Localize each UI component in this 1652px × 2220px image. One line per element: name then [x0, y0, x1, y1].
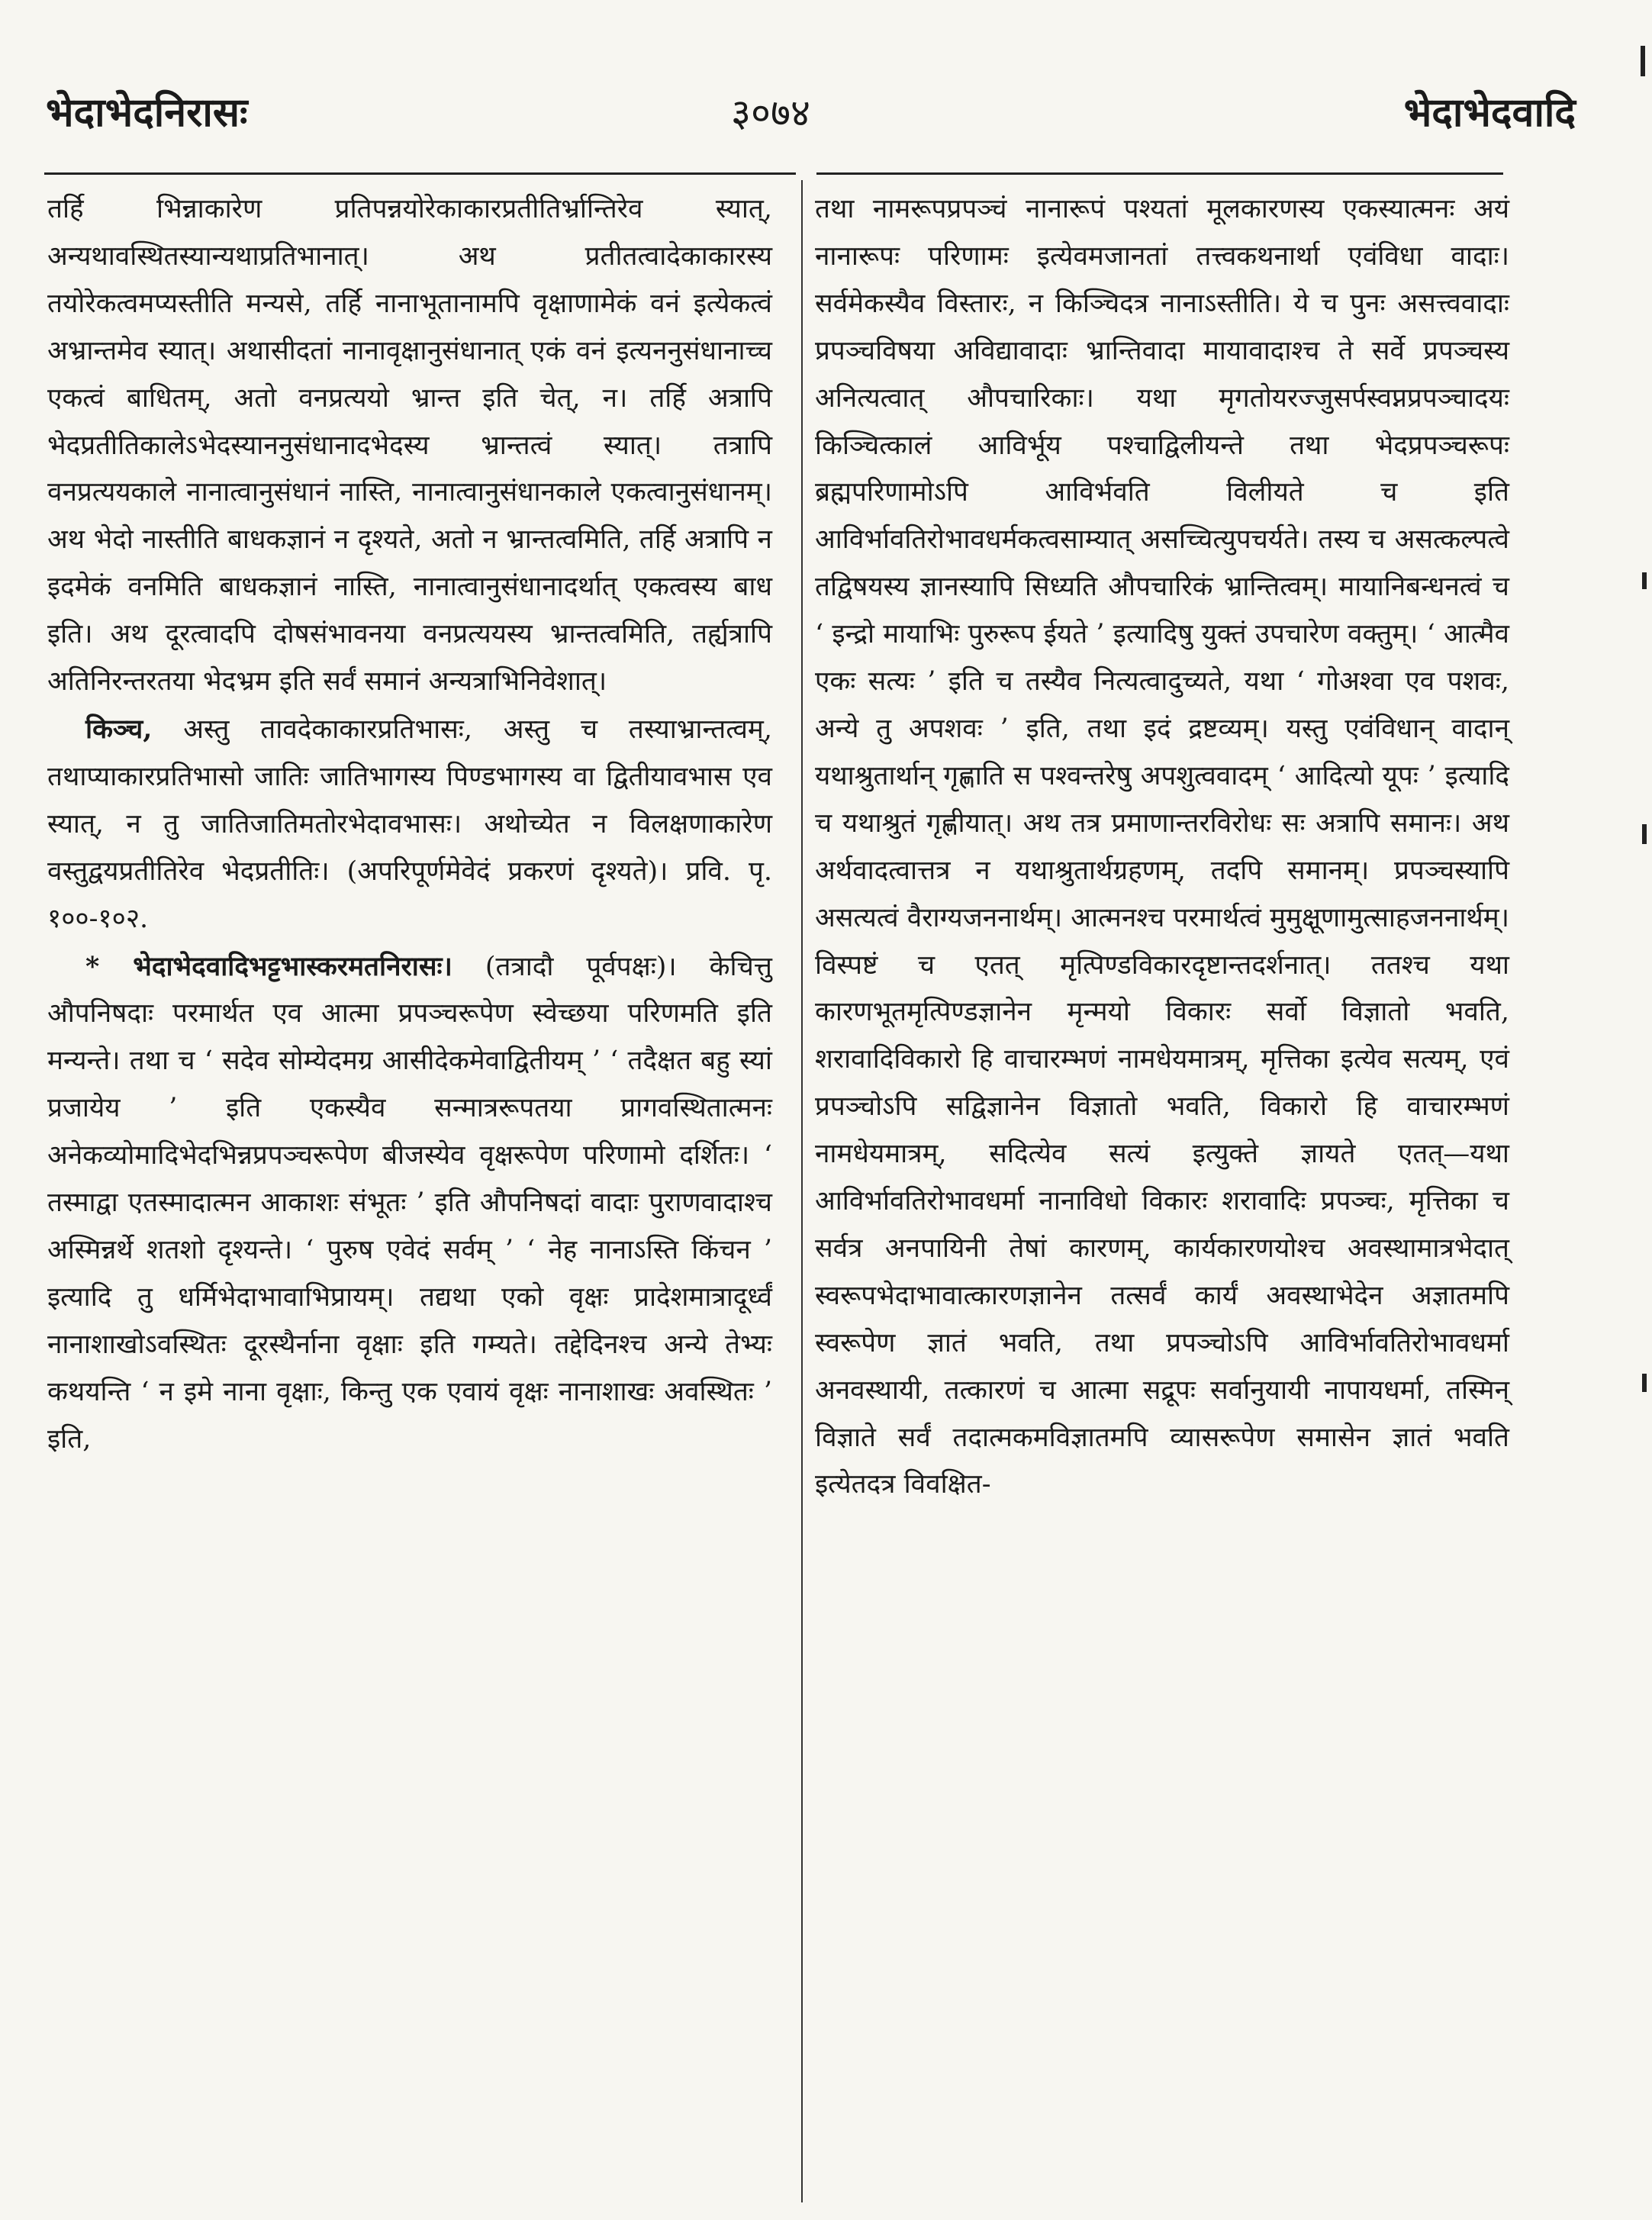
paragraph [47, 706, 772, 943]
section-heading: * भेदाभेदवादिभट्टभास्करमतनिरासः। [85, 950, 452, 982]
column-divider [801, 180, 803, 2202]
paragraph-text: (तत्रादौ पूर्वपक्षः)। केचित्तु औपनिषदाः परमार्थत एव आत्मा प्रपञ्चरूपेण स्वेच्छया परिणमति इति मन्यन्ते। तथा च ‘ सदेव सोम्येदमग्र आसीदेकमेवाद्वितीयम् ’ ‘ तदैक्षत बहु स्यां प्रजायेय ’ इति एकस्यैव सन्मात्ररूपतया प्रागवस्थितात्मनः अनेकव्योमादिभेदभिन्नप्रपञ्चरूपेण बीजस्येव वृक्षरूपेण परिणामो दर्शितः। ‘ तस्माद्वा एतस्मादात्मन आकाशः संभूतः ’ इति औपनिषदां वादाः पुराणवादाश्च अस्मिन्नर्थे शतशो दृश्यन्ते। ‘ पुरुष एवेदं सर्वम् ’ ‘ नेह नानाऽस्ति किंचन ’ इत्यादि तु धर्मिभेदाभावाभिप्रायम्। तद्यथा एको वृक्षः प्रादेशमात्रादूर्ध्वं नानाशाखोऽवस्थितः दूरस्थैर्नाना वृक्षाः इति गम्यते। तद्देदिनश्च अन्ये तेभ्यः कथयन्ति ‘ न इमे नाना वृक्षाः, किन्तु एक एवायं वृक्षः नानाशाखः अवस्थितः ’ इति, [47, 951, 772, 1455]
paragraph: तथा नामरूपप्रपञ्चं नानारूपं पश्यतां मूलकारणस्य एकस्यात्मनः अयं नानारूपः परिणामः इत्येवमजानतां तत्त्वकथनार्था एवंविधा वादाः। सर्वमेकस्यैव विस्तारः, न किञ्चिदत्र नानाऽस्तीति। ये च पुनः असत्त्ववादाः प्रपञ्चविषया अविद्यावादाः भ्रान्तिवादा मायावादाश्च ते सर्वे प्रपञ्चस्य अनित्यत्वात् औपचारिकाः। यथा मृगतोयरज्जुसर्पस्वप्नप्रपञ्चादयः किञ्चित्कालं आविर्भूय पश्चाद्विलीयन्ते तथा भेदप्रपञ्चरूपः ब्रह्मपरिणामोऽपि आविर्भवति विलीयते च इति आविर्भावतिरोभावधर्मकत्वसाम्यात् असच्चित्युपचर्यते। तस्य च असत्कल्पत्वे तद्विषयस्य ज्ञानस्यापि सिध्यति औपचारिकं भ्रान्तित्वम्। मायानिबन्धनत्वं च ‘ इन्द्रो मायाभिः पुरुरूप ईयते ’ इत्यादिषु युक्तं उपचारेण वक्तुम्। ‘ आत्मैव एकः सत्यः ’ इति च तस्यैव नित्यत्वादुच्यते, यथा ‘ गोअश्वा एव पशवः, अन्ये तु अपशवः ’ इति, तथा इदं द्रष्टव्यम्। यस्तु एवंविधान् वादान् यथाश्रुतार्थान् गृह्णाति स पश्वन्तरेषु अपशुत्ववादम् ‘ आदित्यो यूपः ’ इत्यादि च यथाश्रुतं गृह्णीयात्। अथ तत्र प्रमाणान्तरविरोधः सः अत्रापि समानः। अथ अर्थवादत्वात्तत्र न यथाश्रुतार्थग्रहणम्, तदपि समानम्। प्रपञ्चस्यापि असत्यत्वं वैराग्यजननार्थम्। आत्मनश्च परमार्थत्वं मुमुक्षूणामुत्साहजननार्थम्। विस्पष्टं च एतत् मृत्पिण्डविकारदृष्टान्तदर्शनात्। ततश्च यथा कारणभूतमृत्पिण्डज्ञानेन मृन्मयो विकारः सर्वो विज्ञातो भवति, शरावादिविकारो हि वाचारम्भणं नामधेयमात्रम्, मृत्तिका इत्येव सत्यम्, एवं प्रपञ्चोऽपि सद्विज्ञानेन विज्ञातो भवति, विकारो हि वाचारम्भणं नामधेयमात्रम्, सदित्येव सत्यं इत्युक्ते ज्ञायते एतत्—यथा आविर्भावतिरोभावधर्मा नानाविधो विकारः शरावादिः प्रपञ्चः, मृत्तिका च सर्वत्र अनपायिनी तेषां कारणम्, कार्यकारणयोश्च अवस्थामात्रभेदात् स्वरूपभेदाभावात्कारणज्ञानेन तत्सर्वं कार्यं अवस्थाभेदेन अज्ञातमपि स्वरूपेण ज्ञातं भवति, तथा प्रपञ्चोऽपि आविर्भावतिरोभावधर्मा अनवस्थायी, तत्कारणं च आत्मा सद्रूपः सर्वानुयायी नापायधर्मा, तस्मिन् विज्ञाते सर्वं तदात्मकमविज्ञातमपि व्यासरूपेण समासेन ज्ञातं भवति इत्येतदत्र विवक्षित- [815, 194, 1510, 1500]
header-rule-left [44, 172, 796, 175]
running-header-right: भेदाभेदवादि [1403, 89, 1576, 136]
scan-edge-mark [1642, 824, 1647, 844]
left-column [47, 186, 772, 1463]
scan-edge-mark [1642, 1374, 1647, 1392]
running-header-left: भेदाभेदनिरासः [46, 89, 248, 136]
scan-edge-mark [1641, 46, 1645, 76]
paragraph [47, 943, 772, 1464]
paragraph: तर्हि भिन्नाकारेण प्रतिपन्नयोरेकाकारप्रतीतिर्भ्रान्तिरेव स्यात्, अन्यथावस्थितस्यान्यथाप्रतिभानात्। अथ प्रतीतत्वादेकाकारस्य तयोरेकत्वमप्यस्तीति मन्यसे, तर्हि नानाभूतानामपि वृक्षाणामेकं वनं इत्येकत्वं अभ्रान्तमेव स्यात्। अथासीदतां नानावृक्षानुसंधानात् एकं वनं इत्यननुसंधानाच्च एकत्वं बाधितम्, अतो वनप्रत्ययो भ्रान्त इति चेत्, न। तर्हि अत्रापि भेदप्रतीतिकालेऽभेदस्याननुसंधानादभेदस्य भ्रान्तत्वं स्यात्। तत्रापि वनप्रत्ययकाले नानात्वानुसंधानं नास्ति, नानात्वानुसंधानकाले एकत्वानुसंधानम्। अथ भेदो नास्तीति बाधकज्ञानं न दृश्यते, अतो न भ्रान्तत्वमिति, तर्हि अत्रापि न इदमेकं वनमिति बाधकज्ञानं नास्ति, नानात्वानुसंधानादर्थात् एकत्वस्य बाध इति। अथ दूरत्वादपि दोषसंभावनया वनप्रत्ययस्य भ्रान्तत्वमिति, तर्ह्यत्रापि अतिनिरन्तरतया भेदभ्रम इति सर्वं समानं अन्यत्राभिनिवेशात्। [47, 194, 772, 698]
scan-edge-mark [1642, 572, 1647, 589]
paragraph-lead: किञ्च, [85, 713, 153, 745]
page-number: ३०७४ [731, 91, 810, 135]
header-rule-right [816, 172, 1503, 175]
paragraph-text: अस्तु तावदेकाकारप्रतिभासः, अस्तु च तस्याभ्रान्तत्वम्, तथाप्याकारप्रतिभासो जातिः जातिभागस्य पिण्डभागस्य वा द्वितीयावभास एव स्यात्, न तु जातिजातिमतोरभेदावभासः। अथोच्येत न विलक्षणाकारेण वस्तुद्वयप्रतीतिरेव भेदप्रतीतिः। (अपरिपूर्णमेवेदं प्रकरणं दृश्यते)। प्रवि. पृ. १००-१०२. [47, 714, 772, 934]
right-column [815, 186, 1509, 1509]
